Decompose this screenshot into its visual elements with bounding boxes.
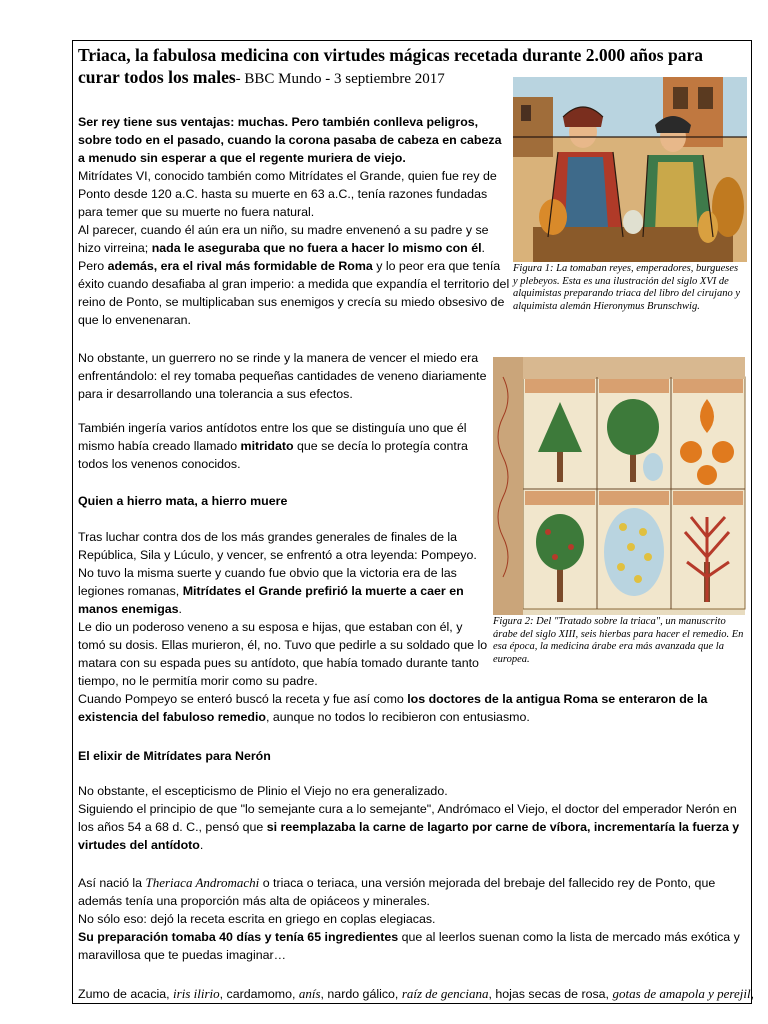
heading-1-block — [78, 492, 490, 510]
figure-2-caption: Figura 2: Del "Tratado sobre la triaca", un manuscrito árabe del siglo XIII, seis hierbas para hacer el remedio. En esa época, la medicina árabe era más avanzada que la europea. — [493, 616, 744, 665]
section-heading-2: El elixir de Mitrídates para Nerón — [78, 749, 271, 763]
section-heading-1: Quien a hierro mata, a hierro muere — [78, 494, 288, 508]
section-7 — [78, 874, 746, 964]
section-4 — [78, 528, 490, 690]
paragraph-14-ingredients: Zumo de acacia, iris ilirio, cardamomo, anís, nardo gálico, raíz de genciana, hojas secas de rosa, gotas de amapola y perejil, — [78, 986, 755, 1001]
paragraph-12: No sólo eso: dejó la receta escrita en griego en coplas elegiacas. — [78, 912, 436, 926]
lead-paragraph: Ser rey tiene sus ventajas: muchas. Pero también conlleva peligros, sobre todo en el pasado, cuando la corona pasaba de cabeza en cabeza a menudo sin esperar a que el regente muriera de viejo. — [78, 115, 502, 165]
paragraph-1: Mitrídates VI, conocido también como Mitrídates el Grande, quien fue rey de Ponto desde 120 a.C. hasta su muerte en 63 a.C., tenía razones fundadas para temer que su muerte no fuera natural. — [78, 169, 497, 219]
article-source: - BBC Mundo - 3 septiembre 2017 — [235, 71, 445, 87]
title-text: Triaca, la fabulosa medicina con virtudes mágicas recetada durante 2.000 años para curar todos los males — [78, 45, 703, 87]
paragraph-4: No obstante, un guerrero no se rinde y la manera de vencer el miedo era enfrentándolo: el rey tomaba pequeñas cantidades de veneno diariamente para ir desarrollando una tolerancia a sus efectos. — [78, 351, 487, 401]
paragraph-13: Su preparación tomaba 40 días y tenía 65 ingredientes que al leerlos suenan como la lista de mercado más exótica y maravillosa que te puedas imaginar… — [78, 930, 740, 962]
section-6 — [78, 782, 746, 854]
paragraph-8: Cuando Pompeyo se enteró buscó la receta y fue así como los doctores de la antigua Roma se enteraron de la existencia del fabuloso remedio, aunque no todos lo recibieron con entusiasmo. — [78, 692, 708, 724]
heading-2-block — [78, 747, 746, 765]
section-3 — [78, 419, 490, 473]
figure-1-alchemists-illustration — [513, 77, 747, 262]
paragraph-2: Al parecer, cuando él aún era un niño, su madre envenenó a su padre y se hizo virreina; nada le aseguraba que no fuera a hacer lo mismo con él. — [78, 223, 489, 255]
paragraph-9: No obstante, el escepticismo de Plinio el Viejo no era generalizado. — [78, 784, 448, 798]
section-5 — [78, 690, 746, 726]
figure-1-caption: Figura 1: La tomaban reyes, emperadores, burgueses y plebeyos. Esta es una ilustración del siglo XVI de alquimistas preparando triaca del libro del cirujano y alquimista alemán Hieronymus Brunschwig. — [513, 263, 741, 312]
document-page — [72, 40, 755, 1004]
paragraph-5: También ingería varios antídotos entre los que se distinguía uno que él mismo había creado llamado mitridato que se decía lo protegía contra todos los venenos conocidos. — [78, 421, 468, 471]
section-2 — [78, 349, 490, 403]
section-8 — [78, 985, 755, 1003]
paragraph-7: Le dio un poderoso veneno a su esposa e hijas, que estaban con él, y tomó su dosis. Ellas murieron, él, no. Tuvo que pedirle a su soldado que lo matara con su espada pues su antídoto, que había tomado durante tanto tiempo, no le permitía morir como su padre. — [78, 620, 488, 688]
lead-section — [78, 113, 510, 329]
paragraph-3: Pero además, era el rival más formidable de Roma y lo peor era que tenía éxito cuando desafiaba al gran imperio: a medida que expandía el territorio del reino de Ponto, se multiplicaban sus enemigos y crecía su miedo obsesivo de que lo envenenaran. — [78, 259, 510, 327]
figure-2-arabic-manuscript-herbs — [493, 357, 745, 615]
paragraph-10: Siguiendo el principio de que "lo semejante cura a lo semejante", Andrómaco el Viejo, el doctor del emperador Nerón en los años 54 a 68 d. C., pensó que si reemplazaba la carne de lagarto por carne de víbora, incrementaría la fuerza y virtudes del antídoto. — [78, 802, 740, 852]
paragraph-11: Así nació la Theriaca Andromachi o triaca o teriaca, una versión mejorada del brebaje del fallecido rey de Ponto, que además tenía una proporción más alta de opiáceos y minerales. — [78, 875, 716, 908]
paragraph-6: Tras luchar contra dos de los más grandes generales de finales de la República, Sila y Lúculo, y vencer, se enfrentó a otra leyenda: Pompeyo. No tuvo la misma suerte y cuando fue obvio que la victoria era de las legiones romanas, Mitrídates el Grande prefirió la muerte a caer en manos enemigas. — [78, 530, 477, 616]
